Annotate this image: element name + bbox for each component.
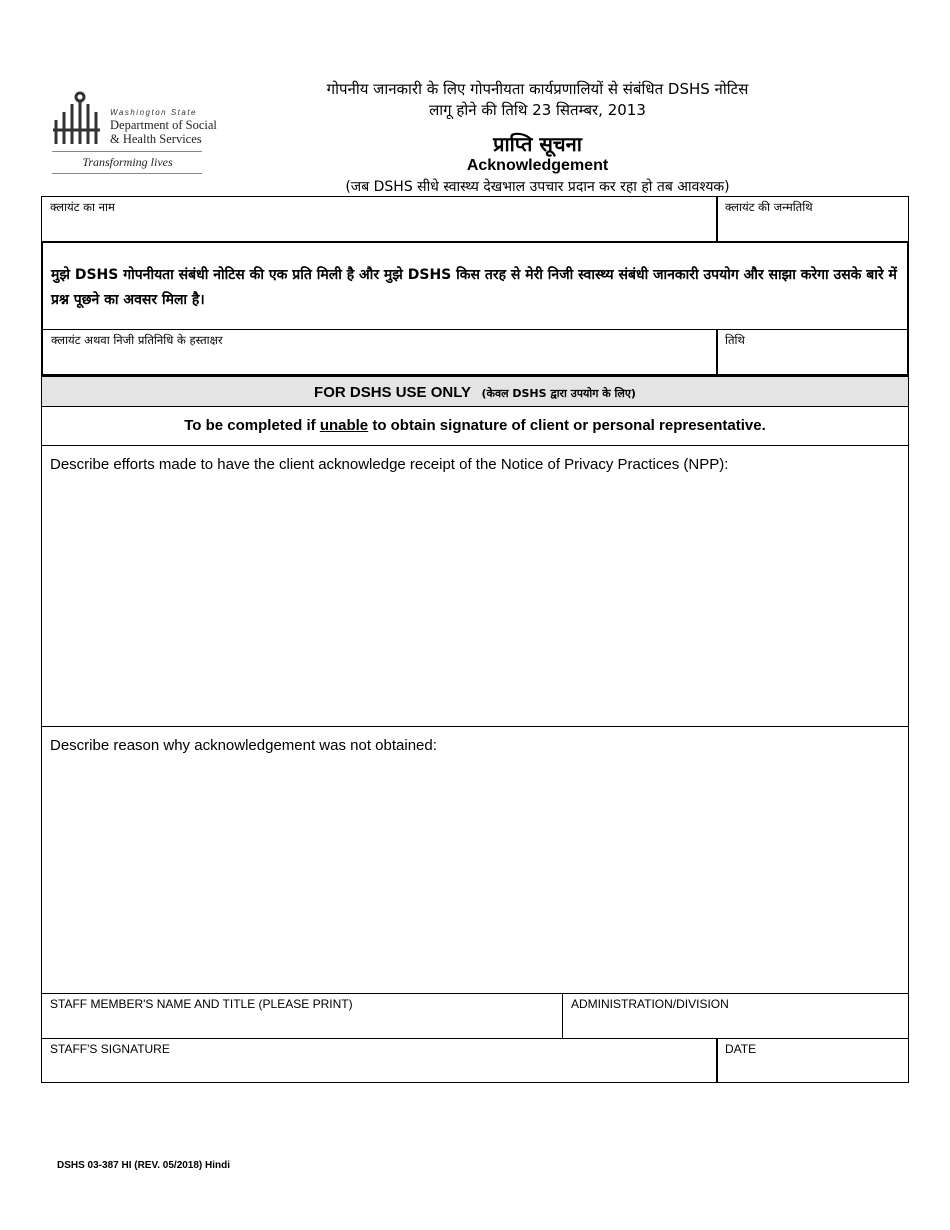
client-name-field[interactable]	[41, 196, 718, 243]
reason-field[interactable]	[41, 726, 909, 994]
requirement-note: (जब DSHS सीधे स्वास्थ्य देखभाल उपचार प्रदान कर रहा हो तब आवश्यक)	[345, 179, 730, 195]
unable-emphasis: unable	[319, 417, 369, 434]
staff-date-label: DATE	[725, 1042, 757, 1056]
client-name-label: क्लायंट का नाम	[50, 200, 115, 214]
logo-state: Washington State	[110, 108, 198, 117]
dshs-logo	[50, 90, 217, 175]
logo-divider-bottom	[52, 173, 202, 174]
dshs-emblem-icon	[50, 90, 105, 148]
english-title: Acknowledgement	[466, 157, 609, 174]
logo-tagline: Transforming lives	[82, 155, 173, 169]
client-dob-field[interactable]	[716, 196, 909, 243]
dshs-use-only-subtitle: (केवल DSHS द्वारा उपयोग के लिए)	[481, 387, 636, 400]
administration-division-field[interactable]	[562, 993, 909, 1039]
staff-signature-label: STAFF'S SIGNATURE	[50, 1042, 170, 1056]
client-signature-label: क्लायंट अथवा निजी प्रतिनिधि के हस्ताक्षर	[51, 333, 223, 347]
dshs-use-only-header	[41, 376, 909, 407]
logo-divider	[52, 151, 202, 152]
completion-instruction: To be completed if unable to obtain signature of client or personal representative.	[41, 406, 909, 446]
staff-signature-field[interactable]	[41, 1038, 718, 1083]
staff-date-field[interactable]	[716, 1038, 909, 1083]
dshs-use-only-title: FOR DSHS USE ONLY	[314, 384, 472, 401]
client-signature-field[interactable]	[41, 329, 718, 376]
form-number: DSHS 03-387 HI (REV. 05/2018) Hindi	[57, 1160, 231, 1171]
acknowledgement-statement: मुझे DSHS गोपनीयता संबंधी नोटिस की एक प्रति मिली है और मुझे DSHS किस तरह से मेरी निजी स्वास्थ्य संबंधी जानकारी उपयोग और साझा करेगा उसके बारे में प्रश्न पूछने का अवसर मिला है।	[51, 267, 897, 308]
staff-name-title-field[interactable]	[41, 993, 563, 1039]
effective-date: लागू होने की तिथि 23 सितम्बर, 2013	[429, 101, 646, 119]
administration-division-label: ADMINISTRATION/DIVISION	[571, 997, 729, 1011]
efforts-label: Describe efforts made to have the client acknowledge receipt of the Notice of Privacy Practices (NPP):	[50, 456, 729, 473]
signature-date-field[interactable]	[716, 329, 909, 376]
hindi-title: प्राप्ति सूचना	[493, 132, 582, 156]
client-dob-label: क्लायंट की जन्मतिथि	[725, 200, 813, 214]
notice-title: गोपनीय जानकारी के लिए गोपनीयता कार्यप्रणालियों से संबंधित DSHS नोटिस	[326, 80, 749, 98]
logo-department: Department of Social & Health Services	[110, 118, 217, 146]
staff-name-title-label: STAFF MEMBER'S NAME AND TITLE (PLEASE PRINT)	[50, 997, 353, 1011]
reason-label: Describe reason why acknowledgement was not obtained:	[50, 737, 437, 754]
efforts-field[interactable]	[41, 445, 909, 727]
signature-date-label: तिथि	[725, 333, 745, 347]
